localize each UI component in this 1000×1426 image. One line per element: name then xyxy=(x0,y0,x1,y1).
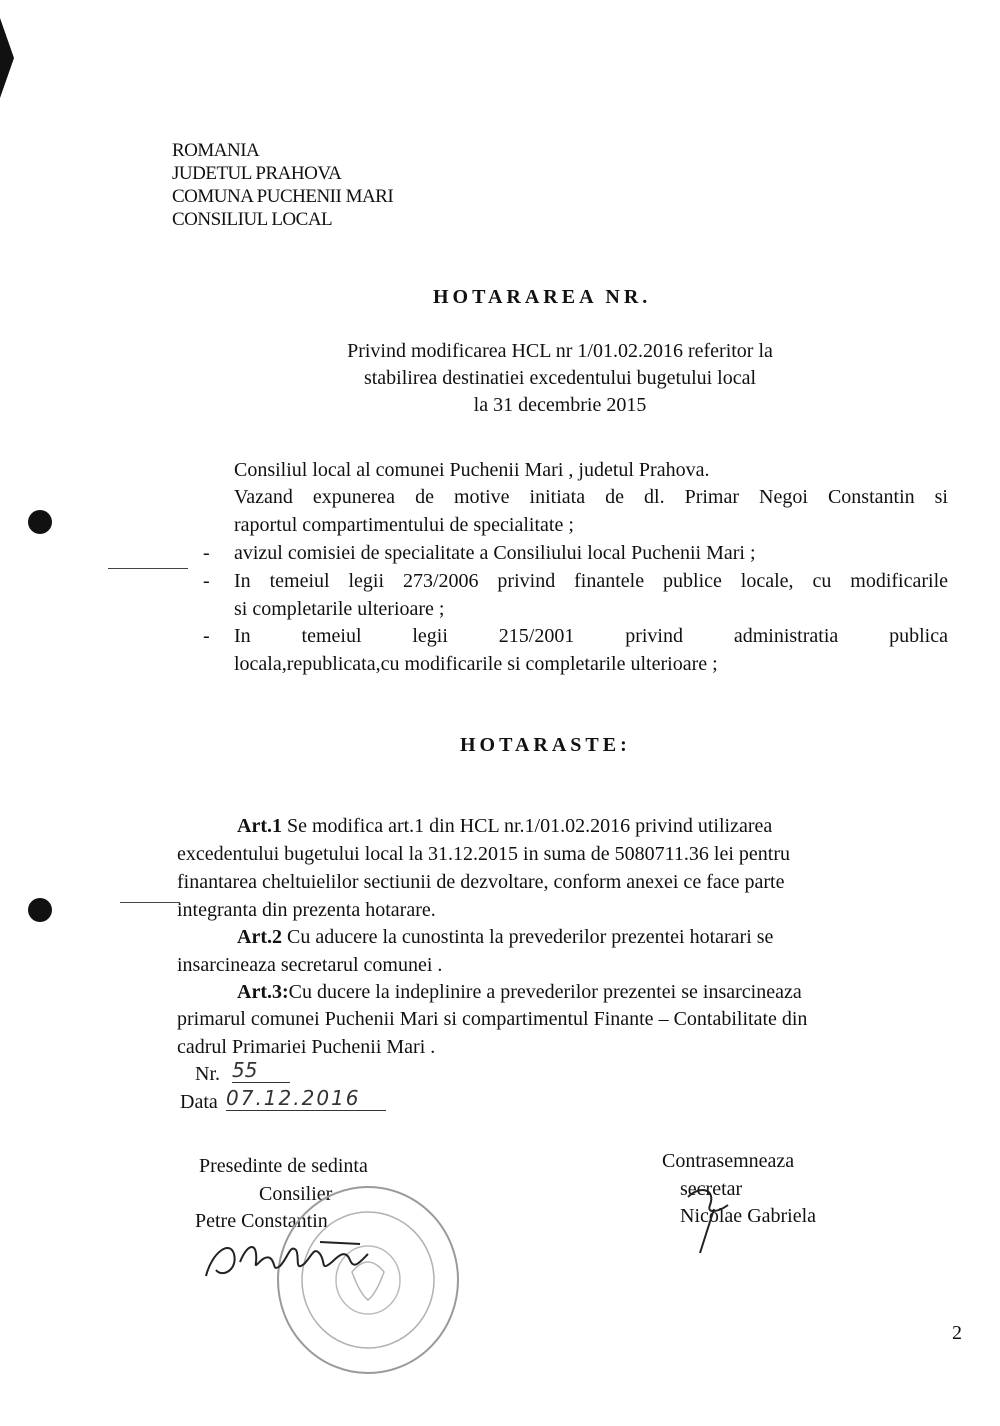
registry-nr-label: Nr. xyxy=(195,1063,220,1085)
document-title: HOTARAREA NR. xyxy=(433,286,652,308)
preamble-item-2b: si completarile ulterioare ; xyxy=(234,598,445,620)
article-1-first xyxy=(237,815,772,838)
header-country: ROMANIA xyxy=(172,140,260,161)
bullet-dash-1: - xyxy=(203,542,210,564)
article-3-line-2: primarul comunei Puchenii Mari si compartimentul Finante – Contabilitate din xyxy=(177,1008,808,1030)
signature-right-handwritten xyxy=(680,1175,750,1255)
article-3-line-3: cadrul Primariei Puchenii Mari . xyxy=(177,1036,436,1058)
preamble-item-2-text: In temeiul legii 273/2006 privind finantele publice locale, cu modificarile xyxy=(234,570,948,592)
article-3-label: Art.3: xyxy=(237,981,289,1003)
preamble-item-2 xyxy=(234,570,948,593)
signature-right-role-2: secretar xyxy=(680,1178,743,1200)
signature-left-handwritten xyxy=(200,1232,386,1290)
preamble-seeing-1 xyxy=(234,486,948,509)
header-county: JUDETUL PRAHOVA xyxy=(172,163,342,184)
preamble-item-3-text: In temeiul legii 215/2001 privind administratia publica xyxy=(234,625,948,647)
registry-nr-value: 55 xyxy=(232,1058,290,1083)
punch-hole-bottom xyxy=(28,898,52,922)
preamble-seeing-2: raportul compartimentului de specialitate ; xyxy=(234,514,574,536)
bullet-dash-2: - xyxy=(203,570,210,592)
registry-date-value: 07.12.2016 xyxy=(226,1086,386,1111)
bullet-dash-3: - xyxy=(203,625,210,647)
article-2-label: Art.2 xyxy=(237,926,282,948)
article-1-line-4: integranta din prezenta hotarare. xyxy=(177,899,436,921)
article-1-line-2: excedentului bugetului local la 31.12.2015 in suma de 5080711.36 lei pentru xyxy=(177,843,791,865)
signature-left-name: Petre Constantin xyxy=(195,1210,328,1232)
signature-left-role-1: Presedinte de sedinta xyxy=(199,1155,368,1177)
article-2-line-2: insarcineaza secretarul comunei . xyxy=(177,954,443,976)
margin-dash-top xyxy=(108,568,188,569)
article-1-line-1: Se modifica art.1 din HCL nr.1/01.02.2016 privind utilizarea xyxy=(286,815,773,837)
registry-date-label: Data xyxy=(180,1091,218,1113)
article-1-line-3: finantarea cheltuielilor sectiunii de dezvoltare, conform anexei ce face parte xyxy=(177,871,785,893)
margin-dash-bottom xyxy=(120,902,180,903)
subject-line-2: stabilirea destinatiei excedentului bugetului local xyxy=(363,367,757,389)
article-2-first xyxy=(237,926,773,949)
header-commune: COMUNA PUCHENII MARI xyxy=(172,186,394,207)
signature-left-role-2: Consilier xyxy=(259,1183,333,1205)
binder-mark xyxy=(0,18,14,98)
decides-heading: HOTARASTE: xyxy=(460,734,631,756)
article-2-line-1: Cu aducere la cunostinta la prevederilor prezentei hotarari se xyxy=(286,926,774,948)
subject-line-1: Privind modificarea HCL nr 1/01.02.2016 referitor la xyxy=(347,340,773,362)
preamble-seeing-1-text: Vazand expunerea de motive initiata de dl. Primar Negoi Constantin si xyxy=(234,486,948,508)
preamble-item-3b: locala,republicata,cu modificarile si completarile ulterioare ; xyxy=(234,653,718,675)
page-number: 2 xyxy=(952,1322,962,1344)
preamble-council: Consiliul local al comunei Puchenii Mari , judetul Prahova. xyxy=(234,459,710,481)
header-council: CONSILIUL LOCAL xyxy=(172,209,333,230)
preamble-item-1: avizul comisiei de specialitate a Consiliului local Puchenii Mari ; xyxy=(234,542,756,564)
subject-line-3: la 31 decembrie 2015 xyxy=(473,394,647,416)
article-3-first xyxy=(237,981,802,1004)
article-3-line-1: Cu ducere la indeplinire a prevederilor prezentei se insarcineaza xyxy=(288,981,802,1003)
signature-right-name: Nicolae Gabriela xyxy=(680,1205,817,1227)
signature-right-role-1: Contrasemneaza xyxy=(662,1150,795,1172)
article-1-label: Art.1 xyxy=(237,815,282,837)
punch-hole-top xyxy=(28,510,52,534)
preamble-item-3 xyxy=(234,625,948,648)
